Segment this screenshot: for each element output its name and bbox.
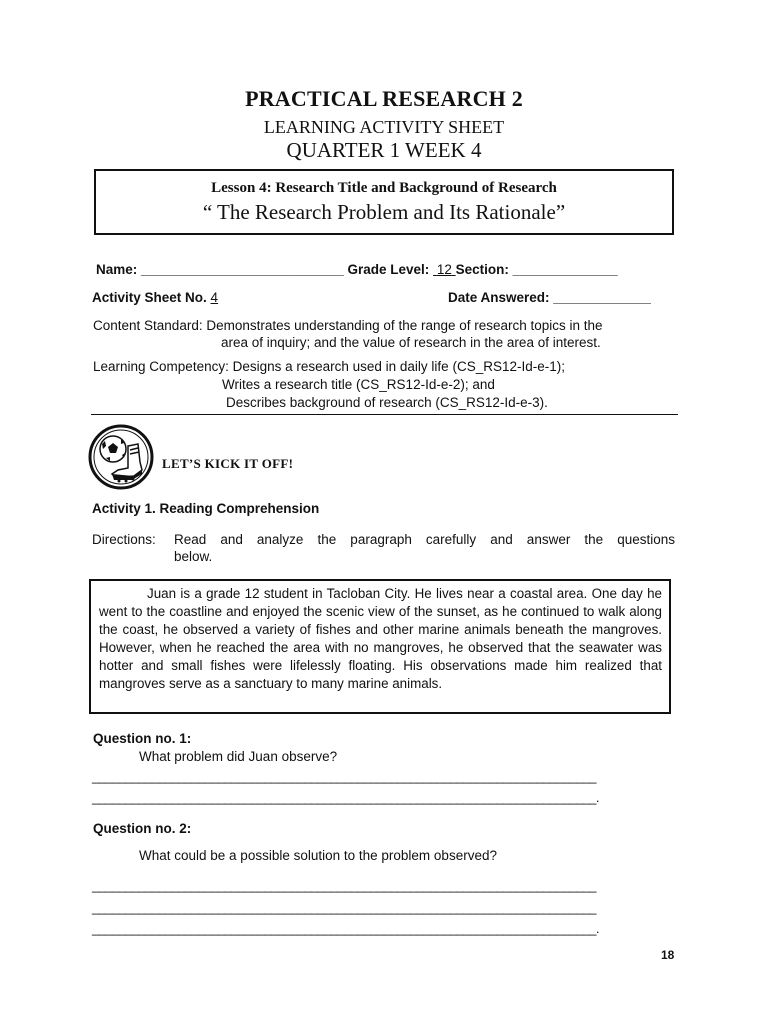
reading-passage: Juan is a grade 12 student in Tacloban City. He lives near a coastal area. One day he went to the coastline and enjoyed the scenic view of the sunset, as he continued to walk along the coast, he observed a variety of fishes and other marine animals beneath the mangroves. However, when he reached the area with no mangroves, he observed that the seawater was hotter and small fishes were lifelessly floating. His observations made him realized that mangroves serve as a sanctuary to many marine animals. bbox=[99, 586, 662, 691]
activity-sheet-label: Activity Sheet No. bbox=[92, 290, 207, 305]
section-divider bbox=[91, 414, 678, 415]
question-2-answer-line-3[interactable]: ____________________________________________________________________________. bbox=[92, 921, 599, 936]
page-number: 18 bbox=[661, 948, 675, 962]
content-standard-line-1: Content Standard: Demonstrates understanding of the range of research topics in the bbox=[93, 318, 603, 333]
question-1-answer-line-2[interactable]: ____________________________________________________________________________. bbox=[92, 790, 599, 805]
activity-sheet-number bbox=[92, 290, 218, 305]
document-title: PRACTICAL RESEARCH 2 bbox=[245, 86, 523, 111]
date-answered-blank[interactable]: _____________ bbox=[553, 290, 651, 305]
content-standard-line-2: area of inquiry; and the value of research in the area of interest. bbox=[221, 335, 601, 350]
directions-label: Directions: bbox=[92, 532, 156, 547]
name-blank[interactable]: ___________________________ bbox=[141, 262, 344, 277]
learning-competency-line-3: Describes background of research (CS_RS12-Id-e-3). bbox=[226, 395, 548, 410]
date-answered-label: Date Answered: bbox=[448, 290, 550, 305]
quarter-week: QUARTER 1 WEEK 4 bbox=[286, 138, 482, 162]
document-subtitle: LEARNING ACTIVITY SHEET bbox=[263, 117, 505, 137]
question-2-text: What could be a possible solution to the problem observed? bbox=[139, 848, 497, 863]
directions-line-1: Read and analyze the paragraph carefully and answer the questions bbox=[174, 532, 675, 547]
date-answered bbox=[448, 290, 651, 305]
soccer-ball-and-shoe-icon bbox=[88, 424, 154, 490]
activity-heading: Activity 1. Reading Comprehension bbox=[92, 501, 320, 516]
name-label: Name: bbox=[96, 262, 138, 277]
question-1-text: What problem did Juan observe? bbox=[139, 749, 338, 764]
directions-line-2: below. bbox=[174, 549, 213, 564]
question-2-label: Question no. 2: bbox=[93, 821, 192, 836]
directions bbox=[92, 532, 156, 547]
lesson-title: “ The Research Problem and Its Rationale” bbox=[202, 200, 566, 224]
question-1-label: Question no. 1: bbox=[93, 731, 192, 746]
reading-passage-box bbox=[89, 579, 671, 714]
activity-sheet-value[interactable]: 4 bbox=[210, 290, 219, 305]
grade-level-value[interactable]: 12 bbox=[436, 262, 452, 277]
learning-competency-line-2: Writes a research title (CS_RS12-Id-e-2); and bbox=[222, 377, 495, 392]
section-label: Section: bbox=[455, 262, 509, 277]
lesson-line: Lesson 4: Research Title and Background of Research bbox=[211, 180, 557, 196]
student-info-row-1 bbox=[96, 262, 618, 277]
question-1-answer-line-1[interactable]: ____________________________________________________________________________ bbox=[92, 769, 596, 784]
lesson-box bbox=[94, 169, 674, 235]
kick-off-label: LET’S KICK IT OFF! bbox=[162, 456, 294, 471]
learning-competency-line-1: Learning Competency: Designs a research used in daily life (CS_RS12-Id-e-1); bbox=[93, 359, 565, 374]
question-2-answer-line-1[interactable]: ____________________________________________________________________________ bbox=[92, 878, 596, 893]
section-blank[interactable]: ______________ bbox=[512, 262, 618, 277]
grade-level-label: Grade Level: bbox=[347, 262, 430, 277]
question-2-answer-line-2[interactable]: ____________________________________________________________________________ bbox=[92, 900, 596, 915]
